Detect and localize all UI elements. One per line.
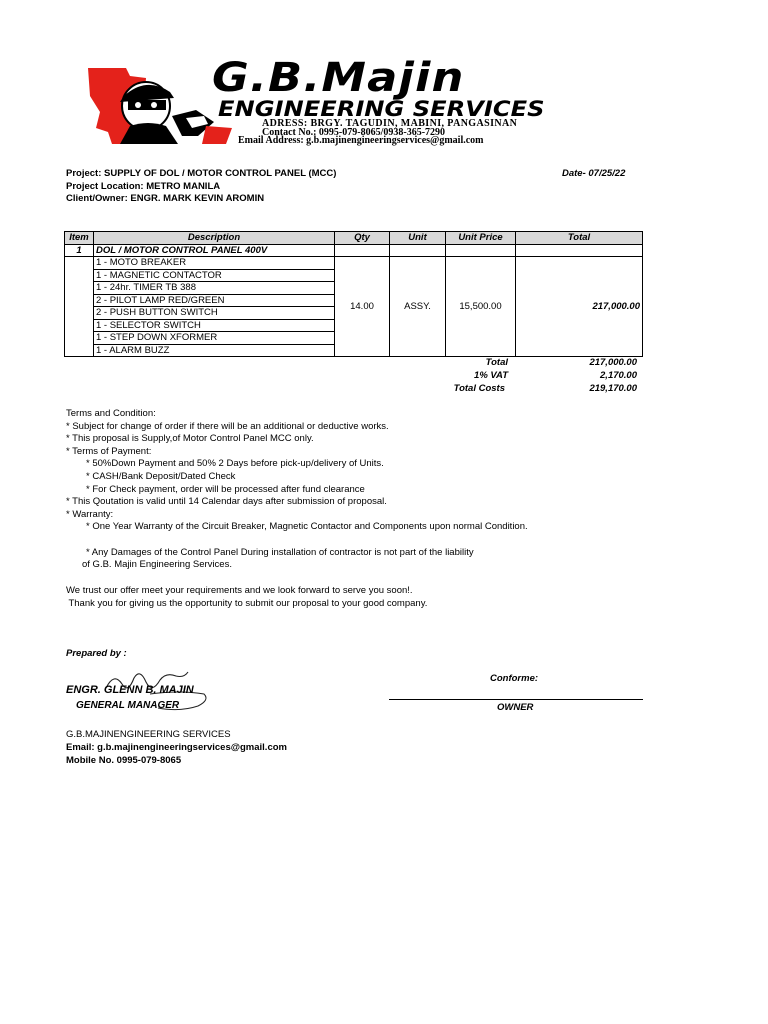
terms-line: * 50%Down Payment and 50% 2 Days before pick-up/delivery of Units. <box>86 458 384 470</box>
item-total: 217,000.00 <box>516 257 643 357</box>
terms-line: * This Qoutation is valid until 14 Calendar days after submission of proposal. <box>66 496 387 508</box>
component-item: 1 - ALARM BUZZ <box>94 344 335 357</box>
signer-role: GENERAL MANAGER <box>76 700 180 711</box>
project-location: Project Location: METRO MANILA <box>66 181 221 192</box>
component-item: 1 - 24hr. TIMER TB 388 <box>94 282 335 295</box>
terms-line: * CASH/Bank Deposit/Dated Check <box>86 470 236 482</box>
terms-line: * Terms of Payment: <box>66 445 152 457</box>
items-table <box>64 231 643 357</box>
terms-line: * One Year Warranty of the Circuit Breaker, Magnetic Contactor and Components upon normal Condition. <box>86 521 528 533</box>
header-description: Description <box>94 232 335 245</box>
closing-section <box>66 585 427 610</box>
footer-company: G.B.MAJINENGINEERING SERVICES <box>66 729 231 740</box>
terms-line: * This proposal is Supply,of Motor Control Panel MCC only. <box>66 433 314 445</box>
company-name: G.B.Majin <box>212 55 465 101</box>
project-date: Date- 07/25/22 <box>562 168 626 179</box>
item-title: DOL / MOTOR CONTROL PANEL 400V <box>94 244 335 257</box>
component-item: 1 - MAGNETIC CONTACTOR <box>94 269 335 282</box>
component-item: 1 - STEP DOWN XFORMER <box>94 332 335 345</box>
component-item: 2 - PILOT LAMP RED/GREEN <box>94 294 335 307</box>
closing-line: Thank you for giving us the opportunity to submit our proposal to your good company. <box>66 597 428 609</box>
conforme-signature-line <box>389 699 643 700</box>
component-item: 2 - PUSH BUTTON SWITCH <box>94 307 335 320</box>
closing-line: We trust our offer meet your requirements and we look forward to serve you soon!. <box>66 585 413 596</box>
terms-line: * Any Damages of the Control Panel During installation of contractor is not part of the liability <box>86 546 474 558</box>
table-row <box>65 257 643 270</box>
project-client: Client/Owner: ENGR. MARK KEVIN AROMIN <box>66 193 265 204</box>
company-subtitle: ENGINEERING SERVICES <box>218 97 545 121</box>
owner-label: OWNER <box>497 702 534 713</box>
table-header-row <box>65 232 643 245</box>
footer-email: Email: g.b.majinengineeringservices@gmail.com <box>66 742 287 753</box>
total-costs-value: 219,170.00 <box>589 383 637 394</box>
company-email: Email Address: g.b.majinengineeringservices@gmail.com <box>238 135 484 146</box>
project-title: Project: SUPPLY OF DOL / MOTOR CONTROL PANEL (MCC) <box>66 168 337 179</box>
item-unit-price: 15,500.00 <box>446 257 516 357</box>
total-label: Total <box>485 357 508 368</box>
header-total: Total <box>516 232 643 245</box>
terms-section <box>66 408 528 572</box>
header-item: Item <box>65 232 94 245</box>
company-contact: Contact No.: 0995-079-8065/0938-365-7290 <box>262 127 446 138</box>
header-qty: Qty <box>335 232 390 245</box>
terms-heading: Terms and Condition: <box>66 408 156 419</box>
terms-line: * Subject for change of order if there will be an additional or deductive works. <box>66 420 389 432</box>
component-item: 1 - SELECTOR SWITCH <box>94 319 335 332</box>
conforme-label: Conforme: <box>490 673 539 684</box>
table-row <box>65 244 643 257</box>
signer-name: ENGR. GLENN B. MAJIN <box>66 684 194 696</box>
footer-mobile: Mobile No. 0995-079-8065 <box>66 755 182 766</box>
total-costs-label: Total Costs <box>453 383 505 394</box>
terms-line: of G.B. Majin Engineering Services. <box>82 559 232 571</box>
terms-line: * Warranty: <box>66 508 114 520</box>
item-unit: ASSY. <box>390 257 446 357</box>
vat-value: 2,170.00 <box>600 370 637 381</box>
header-unit-price: Unit Price <box>446 232 516 245</box>
item-number: 1 <box>65 244 94 257</box>
vat-label: 1% VAT <box>474 370 508 381</box>
footer-contact <box>66 728 287 767</box>
component-item: 1 - MOTO BREAKER <box>94 257 335 270</box>
item-qty: 14.00 <box>335 257 390 357</box>
header-unit: Unit <box>390 232 446 245</box>
total-value: 217,000.00 <box>589 357 637 368</box>
terms-line: * For Check payment, order will be processed after fund clearance <box>86 483 365 495</box>
company-address: ADRESS: BRGY. TAGUDIN, MABINI, PANGASINAN <box>262 118 518 129</box>
prepared-by-label: Prepared by : <box>66 648 127 659</box>
